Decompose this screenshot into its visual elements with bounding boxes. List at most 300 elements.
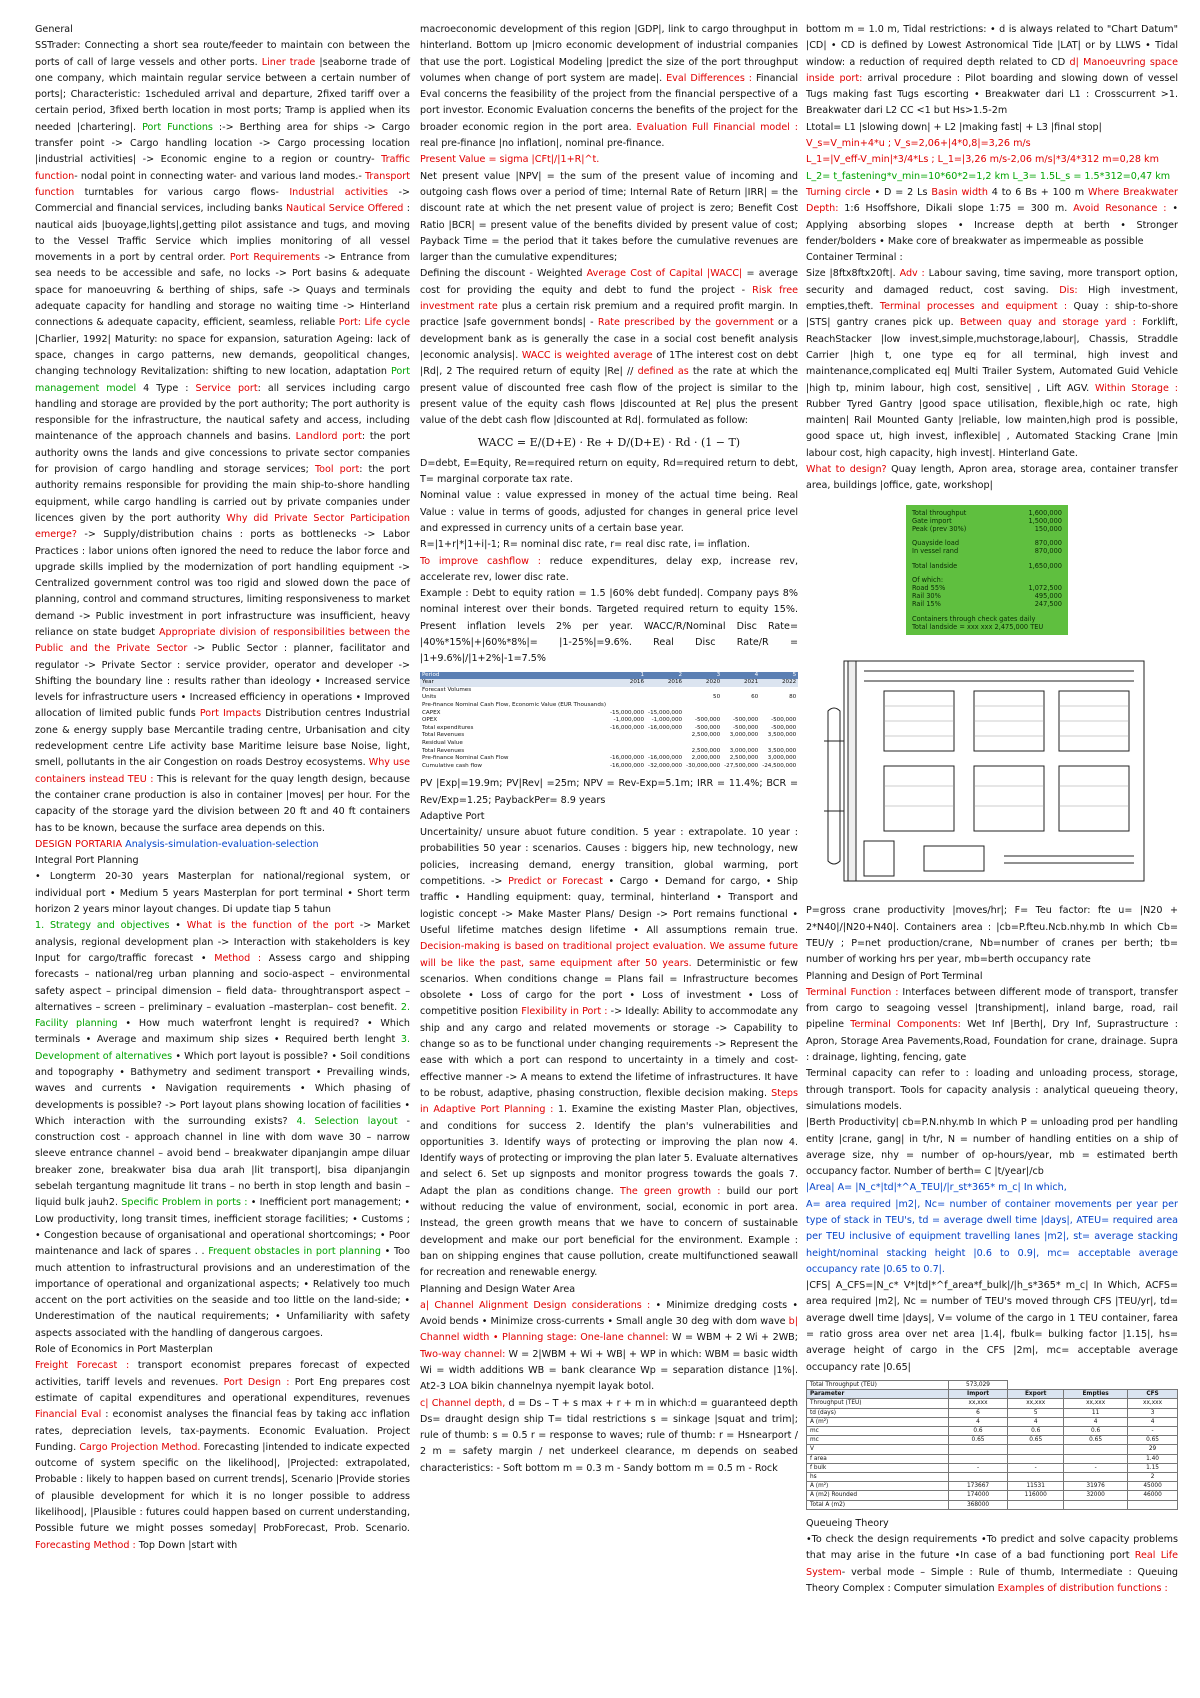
table-cell: 2016 (608, 679, 646, 687)
text-run: - construction cost - approach channel in line with dom wave 30 – narrow sleeve entrance channel – avoid bend – breakwater dipanjangin ampe diluar breaker zone, breakwater bisa dua arah |lit transport|, bisa dipanjangin sebelah tergantung magnitude lit trans – no berth in stop length and basin – liquid bulk jauh2. (35, 1115, 410, 1209)
table-cell (608, 732, 646, 740)
table-cell (608, 748, 646, 756)
text-run: SSTrader: Connecting a short sea route/feeder to maintain con between the ports of call of large vessels and other ports. (35, 40, 410, 68)
highlighted-term: Port Design : (223, 1376, 290, 1388)
text-run: Forklift, ReachStacker |low invest,simple,muchstorage,labour|, Chassis, Straddle Carrier |high t, one type eq for all terminal, high invest and maintenance,complicated eq| Multi Trailer System, Automated Guid Vehicle |high tp, minim labour, high cost, sensitive| , Lift AGV. (806, 317, 1178, 394)
table-cell: 5 (760, 672, 798, 680)
highlighted-term: L_2= t_fastening*v_min=10*60*2=1,2 km L_3= 1.5L_s = 1.5*312=0,47 km (806, 170, 1171, 182)
text-run: -> Ideally: Ability to accommodate any ship and any cargo and related movements or storage -> Capability to change so as to be functional under changing requirements -> Represent the ease with which a port can respond to uncertainty in a timely and cost-effective manner -> A means to extend the lifetime of infrastructures. It have to be robust, adaptive, phasing construction, flexible decision making. (420, 1006, 799, 1099)
text-run: • Too much attention to infrastructural provisions and an underestimation of the importance of operational and organizational aspects; • Relatively too much accent on the port activities on the seaside and too little on the land-side; • Underestimation of the nautical requirements; • Unfamiliarity with safety aspects associated with the handling of dangerous cargoes. (35, 1246, 410, 1339)
highlighted-term: V_s=V_min+4*u ; V_s=2,06+|4*0,8|=3,26 m/s (806, 138, 1031, 150)
table-row (807, 1436, 1178, 1445)
table-cell: 50 (713, 694, 721, 701)
table-cell: - (1008, 1463, 1064, 1472)
paragraph (806, 969, 1178, 985)
table-cell: 2,500,000 (691, 732, 721, 739)
text-run: - verbal mode – Simple : Rule of thumb, Intermediate : Queuing Theory Complex : Computer simulation (806, 1566, 1178, 1594)
table-cell: 2021 (722, 679, 760, 687)
table-cell: -16,000,000 (648, 724, 683, 731)
area-calculation-table (806, 1380, 1178, 1510)
table-cell (760, 687, 798, 695)
highlighted-term: Port Impacts (199, 708, 262, 720)
text-run: Queueing Theory (806, 1517, 889, 1529)
table-cell: 29 (1128, 1445, 1178, 1454)
table-cell: Import (948, 1390, 1007, 1399)
highlighted-term: Within Storage : (1095, 382, 1178, 394)
text-run: • Applying absorbing slopes • Increase depth at berth • Stronger fender/bolders • Make core of breakwater as impermeable as possible (806, 203, 1178, 247)
text-run: -> Market analysis, regional development plan -> Interaction with stakeholders is key Input for cargo/traffic forecast • (35, 920, 411, 964)
table-cell: 2020 (684, 679, 722, 687)
text-run: : nautical aids |buoyage,lights|,getting pilot assistance and tugs, and moving to the Vessel Traffic Service which implies monitoring of all vessel movements in a port by central order. (35, 203, 410, 264)
table-cell: 4 (1064, 1417, 1128, 1426)
quay-strip (848, 661, 856, 881)
table-cell: Cumulative cash flow (422, 762, 482, 769)
highlighted-term: Dis: (1059, 284, 1078, 296)
paragraph (806, 120, 1178, 136)
table-cell: td (days) (807, 1408, 949, 1417)
table-cell (608, 702, 646, 710)
table-cell (1008, 1472, 1064, 1481)
table-cell: 573,029 (948, 1380, 1007, 1389)
table-row (420, 717, 798, 725)
table-cell: hs (807, 1472, 949, 1481)
summary-label: Rail 30% (912, 592, 941, 601)
highlighted-term: Decision-making is based on traditional project evaluation. We assume future will be like the past, same equipment after 50 years. (420, 941, 798, 969)
table-cell: - (1064, 1463, 1128, 1472)
text-run: transport economist prepares forecast of expected activities, tariff levels and revenues. (35, 1360, 410, 1388)
table-row (807, 1399, 1178, 1408)
table-row (807, 1408, 1178, 1417)
table-cell: CFS (1128, 1390, 1178, 1399)
column-2 (420, 22, 798, 1477)
highlighted-term: b| Channel width • Planning stage: One-lane channel: (420, 1316, 798, 1344)
summary-label: Of which: (912, 575, 944, 584)
paragraph (420, 809, 798, 825)
text-run: W = 2|WBM + Wi + WB| + WP in which: WBM = basic width Wi = width additions WB = bank clearance Wp = separation distance |1%|. At2-3 LOA bikin channelnya nyempit layak botol. (420, 1348, 798, 1393)
text-run: • Which port layout is possible? • Soil conditions and topography • Bathymetry and sediment transport • Prevailing winds, waves and currents • Navigation requirements • Which phasing of developments is possible? -> Port layout plans showing location of facilities • Which interaction with the surrounding exists? (35, 1050, 410, 1127)
text-run: • Cargo • Demand for cargo, • Ship traffic • Handling equipment: quay, terminal, hinterland • Transport and logistic concept -> Make Master Plans/ Design -> Port remains functional • Useful lifetime matches design lifetime • All assumptions remain true. (420, 876, 798, 936)
paragraph (806, 1278, 1178, 1376)
table-cell (722, 702, 760, 710)
table-cell: 0.65 (1008, 1436, 1064, 1445)
text-run: -> Entrance from sea needs to be accessible and safe, no locks -> Port basins & adequate space for manoeuvring & berthing of ships, safe -> Quays and terminals adequate capacity for handling and storage no waiting time -> Hinterland connections & adequate capacity, efficient, seamless, reliable (35, 252, 411, 329)
summary-value: 150,000 (1034, 525, 1062, 534)
table-cell (646, 687, 684, 695)
text-run: • D = 2 Ls (870, 186, 932, 198)
table-cell (684, 687, 722, 695)
table-cell: 80 (789, 694, 797, 701)
summary-value: 1,600,000 (1028, 508, 1062, 517)
text-run: or a development bank as is generally the case in a social cost benefit analysis |economic analysis|. (420, 317, 798, 361)
highlighted-term: Analysis-simulation-evaluation-selection (122, 838, 319, 850)
table-row (807, 1454, 1178, 1463)
table-cell: 46000 (1128, 1491, 1178, 1500)
paragraph (806, 1532, 1178, 1597)
table-cell: 0.65 (1064, 1436, 1128, 1445)
highlighted-term: Specific Problem in ports : (121, 1197, 248, 1209)
paragraph (420, 1298, 798, 1396)
highlighted-term: |Area| A= |N_c*|td|*^A_TEU|/|r_st*365* m_c| In which, (806, 1182, 1067, 1194)
table-cell: 0.65 (1128, 1436, 1178, 1445)
table-row (420, 725, 798, 733)
table-cell (646, 694, 684, 702)
highlighted-term: Rate prescribed by the government (597, 317, 774, 329)
table-cell: - (948, 1463, 1007, 1472)
table-row (807, 1472, 1178, 1481)
summary-value: 870,000 (1034, 539, 1062, 548)
cashflow-table (420, 672, 798, 771)
highlighted-term: 2. Facility planning (35, 1001, 410, 1030)
highlighted-term: WACC is weighted average (521, 349, 653, 361)
text-run: D=debt, E=Equity, Re=required return on equity, Rd=required return to debt, T= marginal corporate tax rate. (420, 457, 798, 486)
table-cell (684, 740, 722, 748)
highlighted-term: Terminal Function : (806, 986, 899, 998)
text-run: Planning and Design Water Area (420, 1283, 576, 1295)
paragraph (420, 456, 798, 489)
paragraph (806, 22, 1178, 120)
table-cell: Total Throughput (TEU) (807, 1380, 949, 1389)
table-cell: 116000 (1008, 1491, 1064, 1500)
paragraph (420, 1396, 798, 1477)
table-cell: 3,000,000 (767, 755, 797, 762)
table-cell (684, 702, 722, 710)
table-cell: xx,xxx (948, 1399, 1007, 1408)
text-run: Net present value |NPV| = the sum of the present value of incoming and outgoing cash flows over a period of time; Internal Rate of Return |IRR| = the discount rate at which the net present value of project is zero; Benefit Cost Ratio |BCR| = present value of the benefits divided by present value of cost; Payback Time = the period that it takes before the cumulative revenues are larger than the cumulative expenditures; (420, 170, 798, 264)
text-run: |seaborne trade of one company, which maintain regular service between a certain number of ports|; Characteristic: 1scheduled arrival and departure, 2fixed tariff over a certain period, 3fixed berth location in most ports; Tramp is applied when its needed |chartering|. (35, 56, 410, 133)
summary-row (912, 576, 1062, 584)
stack-block (884, 766, 954, 831)
table-cell: -32,000,000 (648, 762, 683, 769)
paragraph (35, 38, 410, 837)
text-run: This is relevant for the quay length design, because the container crane production is also in container |moves| per hour. For the capacity of the storage yard the division between 20 ft and 40 ft containers has to be known, because the surface area depends on this. (35, 773, 410, 834)
table-cell: 2,500,000 (691, 747, 721, 754)
summary-value: 495,000 (1034, 592, 1062, 601)
table-cell: 173667 (948, 1482, 1007, 1491)
text-run: Nominal value : value expressed in money of the actual time being. Real Value : value in terms of goods, adjusted for changes in general price level and expressed in currency units of a certain base year. (420, 490, 798, 534)
highlighted-term: 4. Selection layout (296, 1115, 398, 1127)
summary-label: Total landside (912, 561, 958, 570)
throughput-summary-box (906, 505, 1068, 635)
text-run: the rate at which the present value of discounted free cash flow of the project is similar to the present value of the equity cash flows |discounted at Re| plus the present value of the debt cash flow |discounted at Rd|. formulated as follow: (420, 366, 798, 427)
paragraph (35, 918, 410, 1342)
table-cell (1128, 1500, 1178, 1509)
highlighted-term: Why did Private Sector Participation emerge? (35, 512, 411, 541)
text-run: Planning and Design of Port Terminal (806, 970, 983, 982)
highlighted-term: Predict or Forecast (508, 876, 603, 888)
table-row (807, 1500, 1178, 1509)
paragraph (420, 266, 798, 429)
table-cell (1008, 1454, 1064, 1463)
table-row (420, 694, 798, 702)
table-cell (722, 687, 760, 695)
highlighted-term: What to design? (806, 464, 887, 476)
table-cell: 4 (722, 672, 760, 680)
text-run: 1. Examine the existing Master Plan, objectives, and conditions for success 2. Identify the plan's vulnerabilities and opportunities 3. Identify ways of protecting or improving the plan now 4. Identify ways of protecting or improving the plan later 5. Evaluate alternatives and select 6. Set up signposts and monitor progress towards the goals 7. Adapt the plan as conditions change. (420, 1104, 798, 1197)
paragraph (806, 462, 1178, 495)
table-cell (760, 710, 798, 718)
table-cell (1064, 1454, 1128, 1463)
table-cell: f bulk (807, 1463, 949, 1472)
text-run: bottom m = 1.0 m, Tidal restrictions: • d is always related to "Chart Datum" |CD| • CD is defined by Lowest Astronomical Tide |LAT| or by LLWS • Tidal window: a reduction of required depth related to CD (806, 24, 1178, 68)
table-cell: 45000 (1128, 1482, 1178, 1491)
table-cell: 1.40 (1128, 1454, 1178, 1463)
table-row (807, 1426, 1178, 1435)
text-run: Size |8ftx8ftx20ft|. (806, 268, 900, 280)
text-run: Wet Inf |Berth|, Dry Inf, Suprastructure : Apron, Storage Area Pavements,Road, Foundation for crane, drainage. Supra : drainage, lighting, fencing, gate (806, 1019, 1178, 1064)
summary-row (912, 584, 1062, 592)
column-1 (35, 22, 410, 1554)
text-run: |CFS| A_CFS=|N_c* V*|td|*^f_area*f_bulk|/|h_s*365* m_c| In Which, ACFS= area required |m2|, Nc = number of TEU's moved through CFS |TEU/yr|, td= average dwell time |days|, V= volume of the cargo in 1 TEU container, farea = ratio gross area over net area |1.4|, fbulk= bulking factor |1.15|, hs= average height of cargo in the CFS |2m|, mc= acceptable average occupancy rate |0.65| (806, 1280, 1178, 1373)
terminal-outline (844, 661, 1144, 881)
highlighted-term: Turning circle (806, 186, 871, 198)
highlighted-term: A= area required |m2|, Nc= number of container movements per year per type of stack in TEU's, td = average dwell time |days|, ATEU= required area per TEU inclusive of equipment travelling lanes |m2|, st= average stacking height/nominal stacking height |0.6 to 0.9|, mc= acceptable average occupancy rate |0.65 to 0.7|. (806, 1198, 1178, 1275)
summary-footer: Total landside = xxx xxx 2,475,000 TEU (912, 622, 1044, 631)
text-run: High investment, empties,theft. (806, 284, 1178, 313)
table-cell (608, 687, 646, 695)
highlighted-term: Landlord port (295, 431, 362, 443)
column-2-part-c (420, 776, 798, 1477)
summary-row (912, 547, 1062, 555)
table-row (420, 672, 798, 680)
text-run: •To check the design requirements •To predict and solve capacity problems that may arise in the future •In case of a bad functioning port (806, 1534, 1178, 1562)
text-run: Ltotal= L1 |slowing down| + L2 |making fast| + L3 |final stop| (806, 121, 1102, 133)
highlighted-term: Risk free investment rate (420, 284, 798, 313)
paragraph (806, 903, 1178, 968)
text-run: Uncertainity/ unsure abuot future condition. 5 year : extrapolate. 10 year : probabilities 50 year : scenarios. Causes : biggers hip, new technology, new policies, increasing demand, energy transition, global warming, port competitions. -> (420, 827, 798, 888)
table-row (807, 1380, 1178, 1389)
paragraph (35, 22, 410, 38)
highlighted-term: Frequent obstacles in port planning (208, 1246, 381, 1258)
table-cell (1064, 1472, 1128, 1481)
highlighted-term: Traffic function (35, 154, 410, 182)
paragraph (806, 136, 1178, 152)
text-run: Forecasting |intended to indicate expected outcome of system specific on the likelihood|, |Projected: extrapolated, Probable : likely to happen based on current trends|, Scenario |Provide stories of plausible development for which it is no longer possible to address likelihood|, |Plausible : futures could happen based on current understanding, Possible future we might posses someday| ProbForecast, Prob. Scenario. (35, 1441, 410, 1535)
paragraph (806, 1115, 1178, 1180)
text-run: turntables for various cargo flows- (74, 186, 290, 198)
terminal-layout-diagram (824, 651, 1154, 891)
highlighted-term: Industrial activities (289, 186, 389, 198)
table-cell: A (m²) (807, 1417, 949, 1426)
paragraph (420, 554, 798, 587)
text-run: • Inefficient port management; • Low productivity, long transit times, inefficient storage facilities; • Customs ; • Congestion because of organisational and operational shortcomings; • Poor maintenance and lack of spares . . (35, 1197, 410, 1258)
highlighted-term: Adv : (899, 268, 925, 280)
text-run: |Berth Productivity| cb=P.N.nhy.mb In which P = unloading prod per handling entity |crane, gang| in t/hr, N = number of handling entities on a ship of average size, nhy = number of op-hours/year, mb = estimated berth occupancy factor. Number of berth= C |t/year|/cb (806, 1117, 1178, 1178)
paragraph (806, 152, 1178, 168)
table-cell: xx,xxx (1128, 1399, 1178, 1408)
summary-label: Total throughput (912, 508, 967, 517)
highlighted-term: Appropriate division of responsibilities between the Public and the Private Sector (35, 626, 410, 655)
paragraph (806, 185, 1178, 250)
table-row (420, 702, 798, 710)
highlighted-term: Where Breakwater Depth: (806, 186, 1178, 215)
table-cell: mc (807, 1426, 949, 1435)
text-run: P=gross crane productivity |moves/hr|; F= Teu factor: fte u= |N20 + 2*N40|/|N20+N40|. Containers area : |cb=P.fteu.Ncb.nhy.mb In which Cb= TEU/y ; P=net production/crane, Nb=number of cranes per berth; tb= number of working hrs per year, mb=berth occupancy rate (806, 905, 1178, 966)
text-run: of 1The interest cost on debt |Rd|, 2 The required return of equity |Re| // (420, 349, 798, 378)
table-cell: 2016 (646, 679, 684, 687)
text-run: Terminal capacity can refer to : loading and unloading process, storage, through transport. Tools for capacity analysis : analytical queueing theory, simulations models. (806, 1068, 1178, 1112)
paragraph (420, 825, 798, 1281)
text-run: - nodal point in connecting water- and various land modes.- (74, 170, 365, 182)
highlighted-term: a| Channel Alignment Design considerations : (420, 1299, 651, 1311)
highlighted-term: The green growth : (619, 1185, 721, 1197)
table-cell (646, 732, 684, 740)
table-cell: 2 (646, 672, 684, 680)
table-cell: 31976 (1064, 1482, 1128, 1491)
highlighted-term: L_1=|V_eff-V_min|*3/4*Ls ; L_1=|3,26 m/s-2,06 m/s|*3/4*312 m=0,28 km (806, 154, 1159, 166)
table-cell: 2,000,000 (691, 755, 721, 762)
text-run: R=|1+r|*|1+i|-1; R= nominal disc rate, r= real disc rate, i= inflation. (420, 539, 751, 551)
summary-value: 247,500 (1034, 600, 1062, 609)
summary-row (912, 592, 1062, 600)
paragraph (806, 250, 1178, 266)
summary-value: 870,000 (1034, 547, 1062, 556)
table-row (420, 740, 798, 748)
table-cell: 60 (751, 694, 759, 701)
text-run: Integral Port Planning (35, 855, 139, 867)
table-cell: -500,000 (694, 717, 721, 724)
text-run: 4 to 6 Bs + 100 m (987, 186, 1089, 198)
highlighted-term: Avoid Resonance : (1073, 203, 1167, 215)
text-run: • (169, 920, 187, 932)
table-cell: -30,000,000 (686, 762, 721, 769)
summary-row (912, 509, 1062, 517)
table-row (807, 1491, 1178, 1500)
table-cell: 0.6 (1008, 1426, 1064, 1435)
text-run: Quay length, Apron area, storage area, container transfer area, buildings |office, gate, workshop| (806, 464, 1178, 492)
table-cell (722, 740, 760, 748)
highlighted-term: Two-way channel: (420, 1348, 506, 1360)
table-cell: -15,000,000 (610, 709, 645, 716)
table-row (807, 1482, 1178, 1491)
table-cell (1008, 1500, 1064, 1509)
table-cell: -24,500,000 (762, 762, 797, 769)
table-cell: 3,500,000 (767, 747, 797, 754)
column-3 (806, 22, 1178, 1597)
table-cell: Parameter (807, 1390, 949, 1399)
highlighted-term: Service port (195, 382, 258, 394)
wacc-formula: WACC = E/(D+E) · Re + D/(D+E) · Rd · (1 − T) (477, 436, 741, 450)
summary-row (912, 539, 1062, 547)
highlighted-term: Port Requirements (229, 252, 321, 264)
text-run: plus a certain risk premium and a required profit margin. In practice |safe government bonds| - (420, 301, 798, 329)
highlighted-term: Between quay and storage yard : (959, 317, 1136, 329)
table-cell: -500,000 (771, 717, 797, 724)
summary-row (912, 562, 1062, 570)
column-3-part-c (806, 1516, 1178, 1597)
paragraph (806, 1197, 1178, 1278)
table-cell: -1,000,000 (613, 717, 645, 724)
highlighted-term: Method : (214, 952, 262, 964)
paragraph (806, 1066, 1178, 1115)
summary-label: Peak (prev 30%) (912, 525, 967, 534)
table-cell: -1,000,000 (651, 717, 683, 724)
summary-label: Rail 15% (912, 600, 941, 609)
highlighted-term: Eval Differences : (666, 72, 753, 84)
table-cell (646, 702, 684, 710)
text-run: Rubber Tyred Gantry |good space utilisation, flexible,high oc rate, high mainten| Rail Mounted Ganty |reliable, low mainten,high prod is possible, good space ut, high invest, inflexible| , Automated Stacking Crane |min labour cost, high capacity, high invest|. Hinterland Gate. (806, 398, 1178, 459)
text-run: Assess cargo and shipping forecasts – national/reg urban planning and socio-aspect – environmental safety aspect – principal dimension – field data- throughtransport aspect – alternatives – screen – preliminary – evaluation –masterplan– cost benefit. (35, 952, 410, 1013)
table-cell: -16,000,000 (610, 762, 645, 769)
table-cell: 174000 (948, 1491, 1007, 1500)
text-run: Deterministic or few scenarios. When conditions change = Plans fail = Infrastructure becomes obsolete • Loss of cargo for the port • Loss of investment • Loss of competitive position (420, 957, 798, 1018)
text-run: • Minimize dredging costs • Avoid bends • Minimize cross-currents • Small angle 30 deg with dom wave (420, 1299, 798, 1328)
highlighted-term: Cargo Projection Method. (79, 1441, 201, 1453)
table-cell: 4 (1128, 1417, 1178, 1426)
table-cell (760, 740, 798, 748)
table-cell (722, 710, 760, 718)
highlighted-term: Present Value = sigma |CFt|/|1+R|^t. (420, 154, 600, 166)
table-cell: Total expenditures (422, 724, 474, 731)
table-cell: Units (422, 694, 437, 701)
highlighted-term: 3. Development of alternatives (35, 1034, 410, 1062)
paragraph (806, 1180, 1178, 1196)
text-run: Adaptive Port (420, 810, 485, 822)
text-run: Distribution centres Industrial zone & energy supply base Mercantile trading centre, Urbanisation and city redevelopment centre Life activity base Maritime leisure base Noise, light, smell, pollutants in the air Congestion on roads Destroy ecosystems. (35, 708, 410, 769)
highlighted-term: d| Manoeuvring space inside port: (806, 56, 1178, 84)
summary-footer: Containers through check gates daily (912, 614, 1036, 623)
highlighted-term: Financial Eval (35, 1409, 102, 1421)
table-cell: -15,000,000 (648, 709, 683, 716)
table-cell: Year (420, 679, 608, 687)
table-row (420, 748, 798, 756)
text-run: 4 Type : (136, 382, 196, 394)
table-cell: -500,000 (694, 724, 721, 731)
table-cell (646, 740, 684, 748)
table-cell: 0.65 (948, 1436, 1007, 1445)
summary-label: Gate import (912, 516, 952, 525)
text-run: Port Eng prepares cost estimate of capital expenditures and operational expenditures, revenues (35, 1376, 410, 1404)
table-cell: Pre-finance Nominal Cash Flow, Economic Value (EUR Thousands) (422, 701, 606, 708)
text-run: Example : Debt to equity ration = 1.5 |60% debt funded|. Company pays 8% nominal interest over their bonds. Targeted required return to equity 15%. Present inflation levels 2% per year. WACC/R/Nominal Disc Rate= |40%*15%|+|60%*8%|= |1-25%|=9.6%. Real Disc Rate/R = |1+9.6%|/|1+2%|-1=7.5% (420, 588, 798, 665)
table-cell: Residual Value (422, 739, 463, 746)
text-run: Role of Economics in Port Masterplan (35, 1344, 213, 1356)
paragraph (806, 266, 1178, 462)
table-cell: -500,000 (733, 724, 759, 731)
text-run: real pre-finance |no inflation|, nominal pre-finance. (420, 138, 665, 150)
table-cell (608, 694, 646, 702)
text-run: Financial Eval concerns the feasibility of the project from the financial perspective of a port investor. Economic Evaluation concerns the benefits of the project for the broader economic region in the port area. (420, 72, 799, 133)
table-cell (948, 1445, 1007, 1454)
table-row (420, 763, 798, 771)
table-row (807, 1390, 1178, 1399)
text-run: reduce expenditures, delay exp, increase rev, accelerate rev, lower disc rate. (420, 555, 798, 583)
stack-block (974, 766, 1044, 831)
table-cell: 3 (684, 672, 722, 680)
column-3-part-b (806, 903, 1178, 1376)
table-cell: 2 (1128, 1472, 1178, 1481)
text-run: : all services including cargo handling and storage are provided by the port authority; The port authority is responsible for the infrastructure, the nautical safety and access, including maintenance of the approach channels and basins. (35, 382, 410, 443)
table-cell: 11531 (1008, 1482, 1064, 1491)
text-run: PV |Exp|=19.9m; PV|Rev| =25m; NPV = Rev-Exp=5.1m; IRR = 11.4%; BCR = Rev/Exp=1.25; PaybackPer= 8.9 years (420, 778, 798, 806)
table-cell: 0.6 (1064, 1426, 1128, 1435)
table-row (807, 1463, 1178, 1472)
summary-value: 1,650,000 (1028, 561, 1062, 570)
paragraph (35, 869, 410, 918)
table-cell: 368000 (948, 1500, 1007, 1509)
table-cell: -16,000,000 (648, 755, 683, 762)
highlighted-term: Forecasting Method : (35, 1539, 136, 1551)
highlighted-term: Terminal processes and equipment : (879, 301, 1068, 313)
text-run: |Charlier, 1992| Maturity: no space for expansion, saturation Ageing: lack of space, changes in cargo patterns, new demands, geopolitical changes, changing technology Revitalization: shifting to new location, adaptation (35, 333, 410, 378)
table-cell: A (m2) Rounded (807, 1491, 949, 1500)
table-cell: -16,000,000 (610, 724, 645, 731)
highlighted-term: Freight Forecast : (35, 1360, 130, 1372)
table-cell: V (807, 1445, 949, 1454)
table-cell (948, 1454, 1007, 1463)
highlighted-term: Steps in Adaptive Port Planning : (420, 1087, 798, 1116)
highlighted-term: Terminal Components: (850, 1019, 961, 1031)
table-cell: Throughput (TEU) (807, 1399, 949, 1408)
